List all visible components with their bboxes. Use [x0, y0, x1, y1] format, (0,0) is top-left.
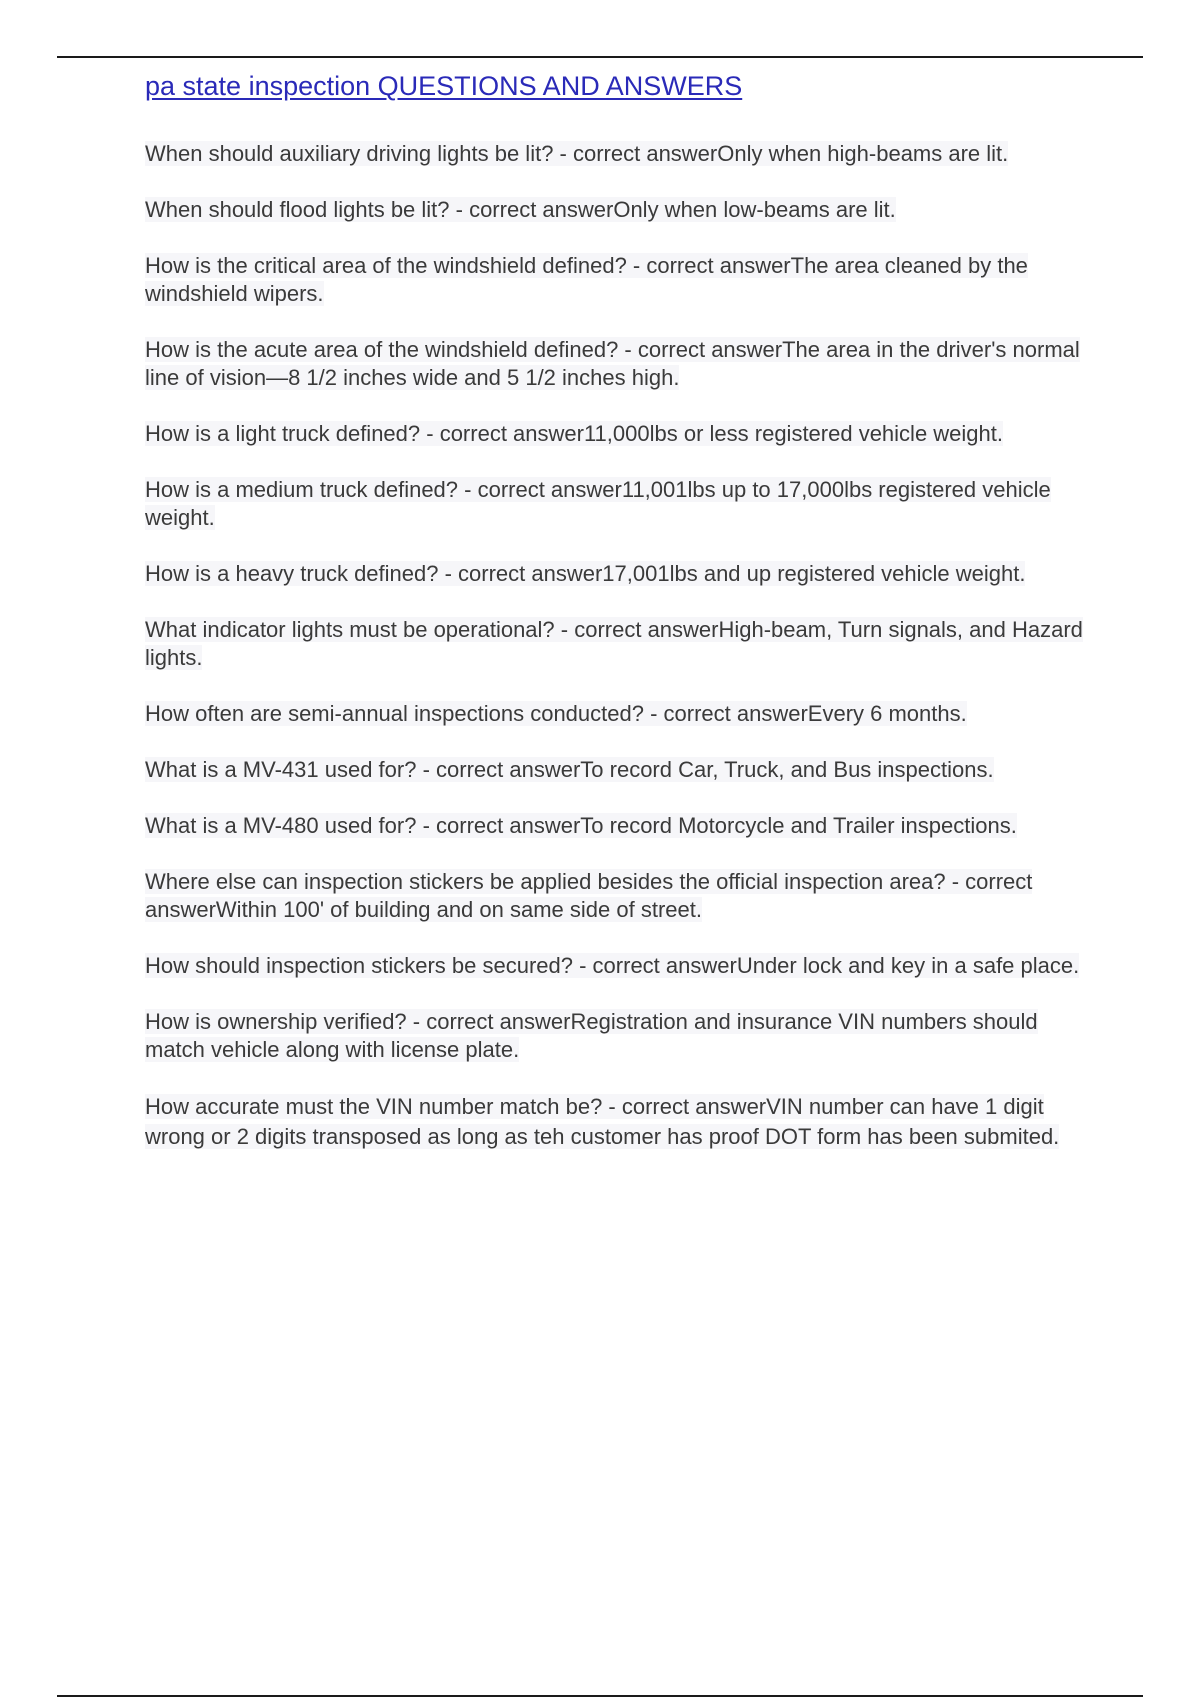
- qa-item-text: How is a heavy truck defined? - correct answer17,001lbs and up registered vehicle weight.: [145, 561, 1026, 586]
- qa-item-2: [145, 196, 1090, 224]
- document-body: [145, 68, 1090, 1180]
- qa-item-13: [145, 952, 1090, 980]
- qa-item-15: [145, 1092, 1090, 1152]
- qa-item-4: [145, 336, 1090, 392]
- qa-item-6: [145, 476, 1090, 532]
- qa-item-text: When should auxiliary driving lights be lit? - correct answerOnly when high-beams are lit.: [145, 141, 1009, 166]
- qa-item-text: How is a medium truck defined? - correct answer11,001lbs up to 17,000lbs registered vehicle weight.: [145, 477, 1051, 530]
- qa-item-8: [145, 616, 1090, 672]
- qa-item-text: How is a light truck defined? - correct answer11,000lbs or less registered vehicle weight.: [145, 421, 1003, 446]
- qa-item-11: [145, 812, 1090, 840]
- qa-item-9: [145, 700, 1090, 728]
- qa-item-text: How is ownership verified? - correct answerRegistration and insurance VIN numbers should match vehicle along with license plate.: [145, 1009, 1038, 1062]
- qa-item-10: [145, 756, 1090, 784]
- qa-item-text: Where else can inspection stickers be applied besides the official inspection area? - correct answerWithin 100' of building and on same side of street.: [145, 869, 1033, 922]
- qa-item-text: What is a MV-480 used for? - correct answerTo record Motorcycle and Trailer inspections.: [145, 813, 1017, 838]
- qa-item-text: How should inspection stickers be secured? - correct answerUnder lock and key in a safe place.: [145, 953, 1080, 978]
- qa-item-3: [145, 252, 1090, 308]
- qa-item-5: [145, 420, 1090, 448]
- qa-list: [145, 140, 1090, 1152]
- top-divider: [57, 56, 1143, 58]
- qa-item-text: How is the critical area of the windshield defined? - correct answerThe area cleaned by the windshield wipers.: [145, 253, 1028, 306]
- qa-item-12: [145, 868, 1090, 924]
- qa-item-text: When should flood lights be lit? - correct answerOnly when low-beams are lit.: [145, 197, 896, 222]
- qa-item-text: How is the acute area of the windshield defined? - correct answerThe area in the driver's normal line of vision—8 1/2 inches wide and 5 1/2 inches high.: [145, 337, 1080, 390]
- qa-item-text: How accurate must the VIN number match be? - correct answerVIN number can have 1 digit wrong or 2 digits transposed as long as teh customer has proof DOT form has been submited.: [145, 1094, 1060, 1149]
- qa-item-14: [145, 1008, 1090, 1064]
- qa-item-text: What is a MV-431 used for? - correct answerTo record Car, Truck, and Bus inspections.: [145, 757, 994, 782]
- qa-item-text: What indicator lights must be operational? - correct answerHigh-beam, Turn signals, and Hazard lights.: [145, 617, 1083, 670]
- qa-item-1: [145, 140, 1090, 168]
- qa-item-text: How often are semi-annual inspections conducted? - correct answerEvery 6 months.: [145, 701, 967, 726]
- qa-item-7: [145, 560, 1090, 588]
- document-title-link[interactable]: pa state inspection QUESTIONS AND ANSWERS: [145, 71, 743, 101]
- bottom-divider: [57, 1695, 1143, 1697]
